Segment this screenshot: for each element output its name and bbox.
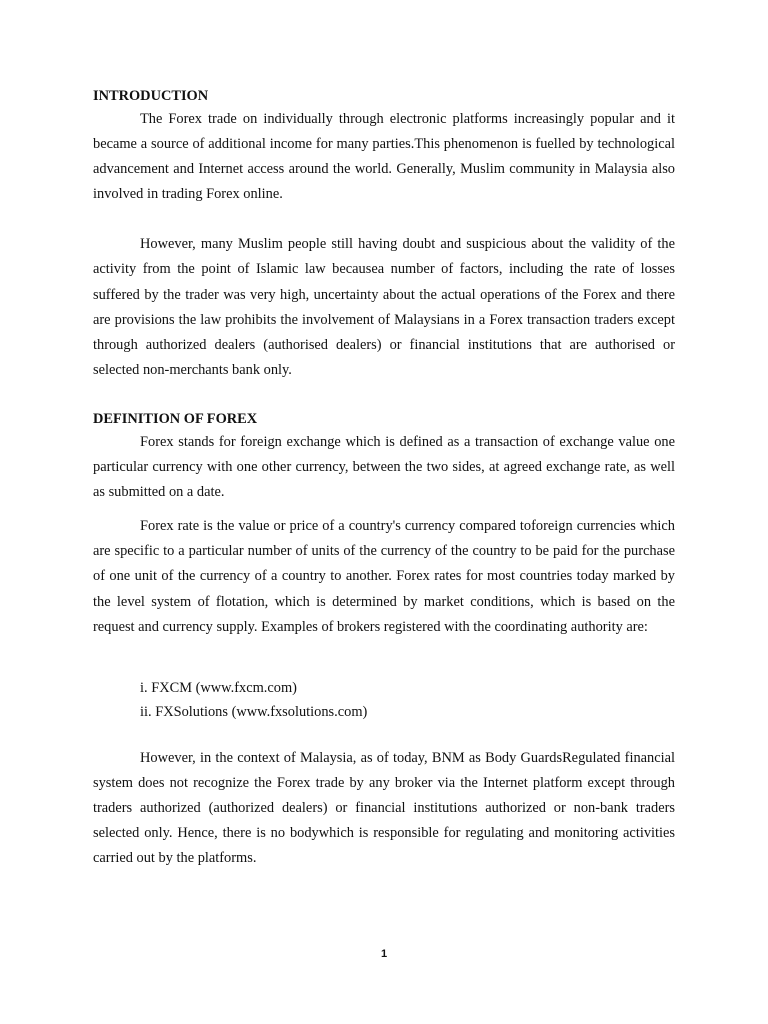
section-definition-of-forex [93,409,675,871]
intro-paragraph-1: The Forex trade on individually through electronic platforms increasingly popular and it became a source of additional income for many parties.This phenomenon is fuelled by technological advancement and Internet access around the world. Generally, Muslim community in Malaysia also involved in trading Forex online. [93,111,675,203]
broker-list-item: i. FXCM (www.fxcm.com) [140,679,297,696]
broker-list-item: ii. FXSolutions (www.fxsolutions.com) [140,703,368,720]
definition-paragraph-2: Forex rate is the value or price of a country's currency compared toforeign currencies which are specific to a particular number of units of the currency of the country to be paid for the purchase of one unit of the currency of a country to another. Forex rates for most countries today marked by the level system of flotation, which is determined by market conditions, which is based on the request and currency supply. Examples of brokers registered with the coordinating authority are: [93,518,675,635]
heading-definition-of-forex: DEFINITION OF FOREX [93,410,258,427]
broker-list [93,676,675,724]
section-introduction [93,86,675,383]
definition-paragraph-3: However, in the context of Malaysia, as of today, BNM as Body GuardsRegulated financial system does not recognize the Forex trade by any broker via the Internet platform except through traders authorized (authorized dealers) or financial institutions authorized or non-bank traders selected only. Hence, there is no bodywhich is responsible for regulating and monitoring activities carried out by the platforms. [93,749,675,867]
definition-paragraph-1: Forex stands for foreign exchange which is defined as a transaction of exchange value one particular currency with one other currency, between the two sides, at agreed exchange rate, as well as submitted on a date. [93,433,675,501]
heading-introduction: INTRODUCTION [93,88,209,104]
document-page [93,86,675,871]
intro-paragraph-2: However, many Muslim people still having doubt and suspicious about the validity of the activity from the point of Islamic law becausea number of factors, including the rate of losses suffered by the trader was very high, uncertainty about the actual operations of the Forex and there are provisions the law prohibits the involvement of Malaysians in a Forex transaction traders except through authorized dealers (authorised dealers) or financial institutions that are authorised or selected non-merchants bank only. [93,236,675,378]
page-number: 1 [380,948,388,960]
